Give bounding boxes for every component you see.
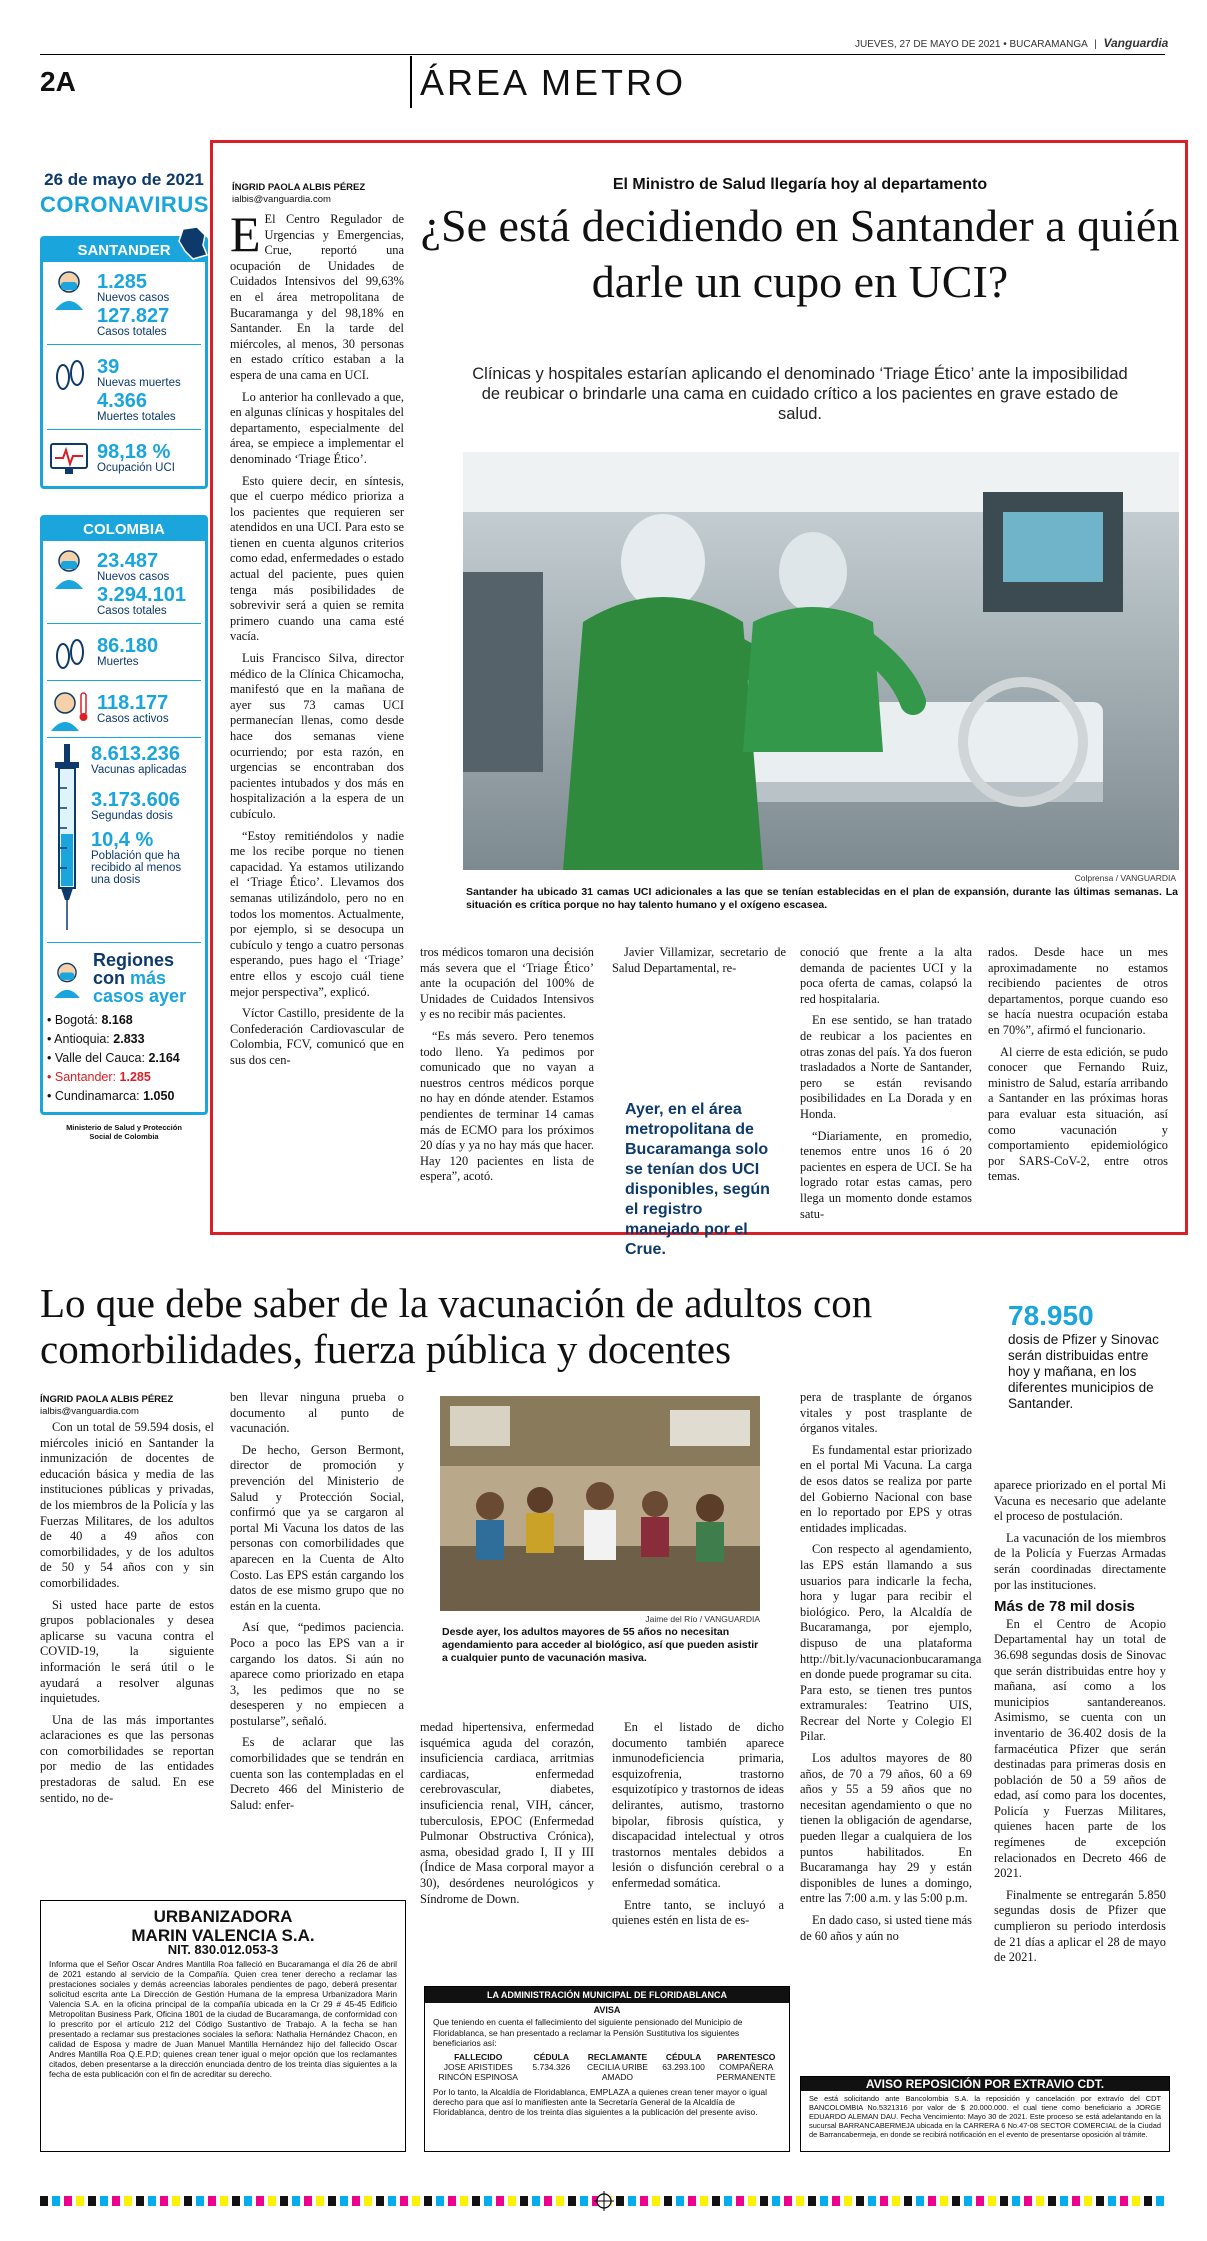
paragraph: Con un total de 59.594 dosis, el miércoles inició en Santander la inmunización de docentes de educación básica y media de las instituciones públicas y privadas, de los miembros de la Policía y las Fuerzas Militares, de los adultos de 40 a 49 años con comorbilidades, y de los adultos de 50 y 54 años con y sin comorbilidades. — [40, 1420, 214, 1590]
story1-photo-credit: Colprensa / VANGUARDIA — [1074, 873, 1176, 883]
stat-value: 10,4 % — [91, 829, 154, 851]
paragraph: medad hipertensiva, enfermedad isquémica aguda del corazón, insuficiencia cardiaca, arritmias cardiacas, enfermedad cerebrovascular, diabetes, insuficiencia renal, VIH, cáncer, tuberculosis, EPOC (Enfermedad Pulmonar Obstructiva Crónica), asma, obesidad grado I, II y III (Índice de Masa corporal mayor a 30), desórdenes neurológicos y Síndrome de Down. — [420, 1720, 594, 1906]
stat-santander-new-deaths — [47, 351, 201, 395]
ad-body: Se está solicitando ante Bancolombia S.A. la reposición y cancelación por extravío del CDT BANCOLOMBIA No.5321316 por valor de $ 20.000.000. el cual tiene como beneficiario a JORGE EDUARDO ALEMAN DAU. Fecha Vencimiento: Mayo 30 de 2021. Este proceso se está adelantando en la sucursal BARRANCABERMEJA ubicada en la CARRERA 6 No.47-08 SECTOR COMERCIAL de la Ciudad de Barrancabermeja, en donde se recibirá notificación en el evento de presentarse oposición al trámite. — [809, 2094, 1161, 2140]
drop-cap: E — [230, 206, 261, 262]
table-row — [433, 2062, 781, 2082]
stat-colombia-active — [47, 687, 201, 731]
story2-col6 — [994, 1478, 1166, 1972]
stat-value: 1.285 — [97, 271, 148, 293]
story2-col2 — [230, 1390, 404, 1819]
story2-col3 — [420, 1720, 594, 1913]
thermometer-person-icon — [47, 687, 91, 731]
region-cundinamarca: • Cundinamarca: 1.050 — [47, 1089, 175, 1103]
ad-body: Informa que el Señor Oscar Andres Mantilla Roa falleció en Bucaramanga el día 26 de abril de 2021 estando al servicio de la Compañía. Quien crea tener derecho a reclamar las prestaciones sociales y demás acreencias laborales pendientes de pago, deberá presentar solicitud escrita ante La Dirección de Gestión Humana de la empresa Urbanizadora Marin Valencia S.A. en la oficina principal de la compañía ubicada en la Cr 29 # 45-45 Edificio Metropolitan Business Park, Oficina 1801 de la ciudad de Bucaramanga, de conformidad con lo prescrito por el artículo 212 del Código Sustantivo de Trabajo. A la fecha se han presentado a reclamar sus prestaciones sociales la señora: Nathalia Hernández Chacon, en calidad de Esposa y madre de Juan Manuel Mantilla Hernández hijo del fallecido Oscar Andres Mantilla Roa Q.E.P.D; quienes crean tener igual o mejor opción que los reclamantes citados, deben presentarse a la dirección enunciada dentro de los treinta días siguientes a la fecha de esta publicación con el fin de acreditar su derecho. — [49, 1959, 397, 2080]
story1-col2 — [420, 945, 594, 1191]
stat-value: 23.487 — [97, 550, 159, 572]
paragraph: En el Centro de Acopio Departamental hay un total de 36.698 segundas dosis de Sinovac que serán distribuidas entre hoy y mañana, así como a los municipios santandereanos. Asimismo, se cuenta con un inventario de 36.402 dosis de la farmacéutica Pfizer que serán destinadas para primeras dosis en población de 50 a 59 años de edad, así como para los docentes, Policía y Fuerzas Militares, quienes hacen parte de los regímenes de excepción relacionados en Decreto 466 de 2021. — [994, 1616, 1166, 1881]
table-cell: JOSE ARISTIDES RINCÓN ESPINOSA — [438, 2062, 518, 2083]
table-cell: COMPAÑERA PERMANENTE — [716, 2062, 776, 2083]
stat-label: Población que ha recibido al menos una dosis — [91, 850, 182, 886]
paragraph: Es fundamental estar priorizado en el portal Mi Vacuna. La carga de esos datos se realiza por parte del Gobierno Nacional con base en lo reportado por EPS y otras entidades implicadas. — [800, 1442, 972, 1535]
stat-label: Segundas dosis — [91, 810, 173, 822]
stat-santander-total-cases — [47, 306, 201, 338]
ad-title: AVISO REPOSICIÓN POR EXTRAVIO CDT. — [801, 2077, 1169, 2091]
regiones-title: Regiones — [93, 950, 175, 970]
stat-label: Nuevas muertes — [97, 377, 181, 389]
stat-label: Casos activos — [97, 713, 169, 725]
colombia-box — [40, 515, 208, 1115]
stat-value: 127.827 — [97, 305, 170, 327]
table-cell: CECILIA URIBE AMADO — [586, 2062, 648, 2083]
paragraph: ben llevar ninguna prueba o documento al punto de vacunación. — [230, 1390, 404, 1436]
syringe-icon — [47, 744, 87, 934]
person-mask-icon — [47, 545, 91, 589]
paper-name: Vanguardia — [1103, 36, 1169, 50]
paragraph: Al cierre de esta edición, se pudo conocer que Fernando Ruiz, ministro de Salud, estaría arribando a Santander en las próximas horas para evaluar esta situación, así como vacunación y comportamiento epidemiológico por SARS-CoV-2, entre otros temas. — [988, 1044, 1168, 1184]
story2-stat-value: 78.950 — [1008, 1300, 1094, 1331]
stat-label: Ocupación UCI — [97, 462, 175, 474]
stat-label: Vacunas aplicadas — [91, 764, 187, 776]
author-email: ialbis@vanguardia.com — [232, 194, 331, 205]
stat-value: 8.613.236 — [91, 743, 180, 765]
story2-stat-box — [1008, 1300, 1173, 1412]
paragraph: aparece priorizado en el portal Mi Vacuna es necesario que adelante el proceso de postulación. — [994, 1478, 1166, 1524]
story2-col5 — [800, 1390, 982, 1950]
paragraph: tros médicos tomaron una decisión más severa que el ‘Triage Ético’ ante la ocupación del 100% de Unidades de Cuidados Intensivos y es no recibir más pacientes. — [420, 945, 594, 1022]
table-header: CÉDULA — [533, 2052, 570, 2063]
table-cell: 5.734.326 — [532, 2062, 571, 2073]
paragraph: Una de las más importantes aclaraciones es que las personas con comorbilidades se reportan por medio de las entidades prestadoras de salud. En ese sentido, no de- — [40, 1712, 214, 1805]
story2-col1 — [40, 1420, 214, 1812]
stat-value: 86.180 — [97, 635, 159, 657]
footprint-icon — [47, 351, 91, 395]
person-mask-icon — [47, 266, 91, 310]
story1-kicker: El Ministro de Salud llegaría hoy al departamento — [612, 176, 988, 193]
stat-label: Nuevos casos — [97, 571, 170, 583]
stat-santander-uci — [47, 436, 201, 480]
story1-caption: Santander ha ubicado 31 camas UCI adicionales a las que se tenían establecidas en el plan de expansión, durante las últimas semanas. La situación es crítica porque no hay talento humano y el oxígeno escasea. — [466, 886, 1178, 911]
story1-headline: ¿Se está decidiendo en Santander a quién darle un cupo en UCI? — [420, 200, 1180, 307]
table-header: PARENTESCO — [716, 2052, 776, 2063]
stat-value: 98,18 % — [97, 441, 171, 463]
region-santander: • Santander: 1.285 — [47, 1070, 151, 1084]
story1-byline — [232, 182, 382, 206]
paragraph: pera de trasplante de órganos vitales y post trasplante de órganos vitales. — [800, 1390, 972, 1436]
paragraph: Los adultos mayores de 80 años, de 70 a 79 años, 60 a 69 años y 55 a 59 años que no necesitan agendamiento o que no tienen la obligación de agendarse, pueden llegar a cualquiera de los puntos habilitados. En Bucaramanga hay 29 y están disponibles de lunes a domingo, entre las 7:00 a.m. y las 5:00 p.m. — [800, 1751, 972, 1906]
person-mask-icon — [47, 956, 87, 1000]
paragraph: El Centro Regulador de Urgencias y Emergencias, Crue, reportó una ocupación de Unidades de Cuidados Intensivos del 99,63% en el área metropolitana de Bucaramanga y del 98,18% en Santander. En la tarde del miércoles, al menos, 30 personas en estado crítico estaban a la espera de una cama en UCI. — [230, 212, 404, 382]
regiones-title-mas: más — [130, 968, 167, 988]
santander-title: SANTANDER — [43, 239, 205, 262]
table-cell: 63.293.100 — [662, 2062, 705, 2073]
ad-subtitle: AVISA — [593, 2005, 621, 2016]
header-rule — [40, 54, 1165, 55]
author: ÍNGRID PAOLA ALBIS PÉREZ — [40, 1394, 174, 1405]
stat-value: 3.173.606 — [91, 789, 180, 811]
stat-value: 3.294.101 — [97, 584, 186, 606]
stat-label: Casos totales — [97, 326, 167, 338]
paragraph: Lo anterior ha conllevado a que, en algunas clínicas y hospitales del departamento, especialmente del área, se empiece a implementar el denominado ‘Triage Ético’. — [230, 389, 404, 466]
ad-nit: NIT. 830.012.053-3 — [167, 1942, 279, 1957]
author: ÍNGRID PAOLA ALBIS PÉREZ — [232, 182, 366, 193]
paragraph: En dado caso, si usted tiene más de 60 años y aún no — [800, 1913, 973, 1943]
paragraph: En el listado de dicho documento también aparece inmunodeficiencia primaria, esquizofrenia, trastorno esquizotípico y trastornos de ideas delirantes, autismo, trastorno bipolar, fibrosis quística, y discapacidad intelectual y otros trastornos mentales debidos a lesión o disfunción cerebral o a enfermedad somática. — [612, 1720, 784, 1890]
colombia-title: COLOMBIA — [43, 518, 205, 541]
paragraph: Es de aclarar que las comorbilidades que se tendrán en cuenta son las contempladas en el Decreto 466 del Ministerio de Salud: enfer- — [230, 1735, 404, 1812]
paragraph: “Es más severo. Pero tenemos todo lleno. Ya pedimos por comunicado que no vayan a nuestros centros médicos porque no hay en dónde atender. Estamos pendientes de terminar 14 camas más de ECMO para los próximos 20 días y ya no hay más que hacer. Hay 120 pacientes en lista de espera”, acotó. — [420, 1028, 594, 1184]
paragraph: Esto quiere decir, en síntesis, que el cuerpo médico prioriza a los pacientes que requieren ser atendidos en una UCI. Para esto se tienen en cuenta algunos criterios como edad, enfermedades o estado actual del paciente, pues quien tenga más posibilidades de sobrevivir será a quien se remita primero cuando una cama esté vacía. — [230, 473, 404, 644]
santander-box — [40, 236, 208, 489]
paragraph: rados. Desde hace un mes aproximadamente no estamos recibiendo pacientes de otros departamentos, porque cuando eso se hacía nuestra ocupación estaba en 70%”, afirmó el funcionario. — [988, 945, 1168, 1037]
region-valle: • Valle del Cauca: 2.164 — [47, 1051, 180, 1065]
stat-colombia-second-doses — [91, 790, 201, 822]
story2-headline: Lo que debe saber de la vacunación de adultos con comorbilidades, fuerza pública y docentes — [40, 1280, 873, 1372]
paragraph: En ese sentido, se han tratado de reubicar a los pacientes en otras zonas del país. Ya dos fueron trasladados a Norte de Santander, pero se están revisando posibilidades en La Dorada y en Honda. — [800, 1013, 972, 1121]
ad-floridablanca — [424, 1986, 790, 2152]
ad-title: URBANIZADORA — [153, 1907, 293, 1926]
story1-pullquote: Ayer, en el área metropolitana de Bucaramanga solo se tenían dos UCI disponibles, según el registro manejado por el Crue. — [625, 1101, 770, 1258]
ad-cdt — [800, 2076, 1170, 2152]
story2-caption: Desde ayer, los adultos mayores de 55 años no necesitan agendamiento para acceder al biológico, así que pueden asistir a cualquier punto de vacunación masiva. — [442, 1626, 759, 1664]
dateline-text: JUEVES, 27 DE MAYO DE 2021 • BUCARAMANGA — [855, 39, 1088, 50]
story1-col4 — [800, 945, 972, 1228]
table-header: FALLECIDO — [454, 2052, 503, 2063]
paragraph: “Diariamente, en promedio, tenemos entre unos 16 ó 20 pacientes en espera de UCI. Se ha logrado rotar estas camas, pero llega un momento donde estamos satu- — [800, 1128, 972, 1221]
dateline: JUEVES, 27 DE MAYO DE 2021 • BUCARAMANGA | Vanguardia — [855, 36, 1169, 50]
stat-colombia-population — [91, 830, 201, 886]
paragraph: Javier Villamizar, secretario de Salud Departamental, re- — [612, 945, 786, 975]
ad-intro: Que teniendo en cuenta el fallecimiento del siguiente pensionado del Municipio de Floridablanca, se han presentado a reclamar la Pensión Sustitutiva los siguientes beneficiarios así: — [433, 2017, 743, 2048]
regiones-title-con: con — [93, 968, 126, 988]
ad-title: LA ADMINISTRACIÓN MUNICIPAL DE FLORIDABLANCA — [425, 1987, 789, 2003]
story2-subhead: Más de 78 mil dosis — [994, 1598, 1135, 1616]
stat-santander-new-cases — [47, 266, 201, 310]
story1-deck: Clínicas y hospitales estarían aplicando el denominado ‘Triage Ético’ ante la imposibilidad de reubicar o brindarle una cama en cuidado crítico a los pacientes en grave estado de salud. — [472, 365, 1128, 423]
regiones-title-casos: casos ayer — [93, 986, 187, 1006]
story2-photo-vaccination — [440, 1396, 760, 1611]
footprint-icon — [47, 630, 91, 674]
stat-value: 4.366 — [97, 390, 148, 412]
coronavirus-sidebar — [40, 170, 208, 1230]
story2-stat-text: dosis de Pfizer y Sinovac serán distribuidas entre hoy y mañana, en los diferentes municipios de Santander. — [1008, 1332, 1159, 1411]
sidebar-date: 26 de mayo de 2021 — [44, 170, 204, 189]
story1-photo-icu — [463, 452, 1179, 870]
table-header: CÉDULA — [665, 2052, 702, 2063]
regiones-block — [47, 951, 201, 1106]
stat-label: Muertes totales — [97, 411, 176, 423]
story1-col5 — [988, 945, 1168, 1191]
story2-photo-credit: Jaime del Río / VANGUARDIA — [645, 1614, 760, 1624]
paragraph: De hecho, Gerson Bermont, director de promoción y prevención del Ministerio de Salud y Protección Social, confirmó que ya se cargaron al portal Mi Vacuna los datos de las personas con comorbilidades que aparecen en la Cuenta de Alto Costo. Las EPS están cargando los datos de ese mismo grupo que no están en la cuenta. — [230, 1442, 404, 1613]
story1-col3 — [612, 945, 786, 982]
paragraph: La vacunación de los miembros de la Policía y Fuerzas Armadas serán coordinadas directamente por las instituciones. — [994, 1530, 1166, 1592]
stat-colombia-deaths — [47, 630, 201, 674]
table-header: RECLAMANTE — [587, 2052, 648, 2063]
paragraph: Finalmente se entregarán 5.850 segundas dosis de Pfizer que cumplieron su periodo interdosis de 21 días a aplicar el 28 de mayo de 2021. — [994, 1887, 1166, 1965]
region-bogota: • Bogotá: 8.168 — [47, 1013, 133, 1027]
stat-colombia-total-cases — [47, 585, 201, 617]
story2-byline — [40, 1394, 210, 1418]
paragraph: “Estoy remitiéndolos y nadie me los recibe porque no tienen capacidad. Ya estamos utilizando el ‘Triage Ético’. Llevamos dos semanas utilizándolo, pero no en todos los momentos. Actualmente, por ejemplo, si se desocupa un cubículo y tengo a cuatro personas esperando, pues hago el ‘Triage’ entre ellos y escojo cuál tiene mejor perspectiva”, explicó. — [230, 828, 404, 999]
header-divider — [410, 56, 412, 108]
ad-urbanizadora — [40, 1900, 406, 2152]
ad-title2: MARIN VALENCIA S.A. — [131, 1926, 315, 1945]
paragraph: Con respecto al agendamiento, las EPS están llamando a sus usuarios para indicarle la fecha, hora y lugar para recibir el biológico. Pero, la Alcaldía de Bucaramanga, por ejemplo, dispuso de una plataforma http://bit.ly/vacunacionbucaramanga en donde puede programar su cita. Para esto, se tienen tres puntos extramurales: Teatrino UIS, Recrear del Norte y Colegio El Pilar. — [800, 1542, 982, 1744]
region-antioquia: • Antioquia: 2.833 — [47, 1032, 145, 1046]
paragraph: Así que, “pedimos paciencia. Poco a poco las EPS van a ir cargando los datos. Si aún no aparece como priorizado en etapa 3, les pedimos que no se desesperen y no empiecen a postularse”, señaló. — [230, 1620, 404, 1728]
stat-santander-total-deaths — [47, 391, 201, 423]
stat-value: 39 — [97, 356, 120, 378]
stat-colombia-new-cases — [47, 545, 201, 589]
paragraph: Entre tanto, se incluyó a quienes estén en lista de es- — [612, 1897, 784, 1928]
story1-col1 — [230, 206, 404, 1074]
stat-label: Casos totales — [97, 605, 167, 617]
paragraph: Víctor Castillo, presidente de la Confederación Cardiovascular de Colombia, FCV, comunicó que en sus dos cen- — [230, 1006, 404, 1067]
monitor-icon — [47, 436, 91, 480]
ad-outro: Por lo tanto, la Alcaldía de Floridablanca, EMPLAZA a quienes crean tener mayor o igual derecho para que así lo manifiesten ante la Secretaría General de la Alcaldía de Floridablanca, dentro de los treinta días siguientes a la publicación del presente aviso. — [433, 2086, 768, 2118]
section-title: ÁREA METRO — [420, 62, 687, 103]
sidebar-title: CORONAVIRUS — [40, 192, 209, 217]
paragraph: conoció que frente a la alta demanda de pacientes UCI y la poca oferta de camas, colapsó la red hospitalaria. — [800, 945, 972, 1006]
stat-label: Nuevos casos — [97, 292, 170, 304]
author-email: ialbis@vanguardia.com — [40, 1406, 139, 1417]
paragraph: Luis Francisco Silva, director médico de la Clínica Chicamocha, manifestó que en la mañana de ayer sus 73 camas UCI permanecían llenas, como desde hace dos semanas viene ocurriendo; por esta razón, en urgencias se encontraban dos pacientes intubados y dos más en hospitalización a la espera de un cubículo. — [230, 651, 404, 821]
registration-mark-icon — [594, 2191, 614, 2211]
stat-value: 118.177 — [97, 692, 169, 714]
page-number: 2A — [40, 66, 76, 97]
paragraph: Si usted hace parte de estos grupos poblacionales y desea aplicarse su vacuna contra el COVID-19, la siguiente información le será útil o le ayudará a resolver algunas inquietudes. — [40, 1597, 214, 1706]
stat-label: Muertes — [97, 656, 139, 668]
sidebar-source: Ministerio de Salud y Protección Social de Colombia — [66, 1123, 182, 1141]
stat-colombia-vaccines — [91, 744, 201, 776]
santander-map-icon — [175, 225, 211, 261]
story2-col4 — [612, 1720, 784, 1935]
